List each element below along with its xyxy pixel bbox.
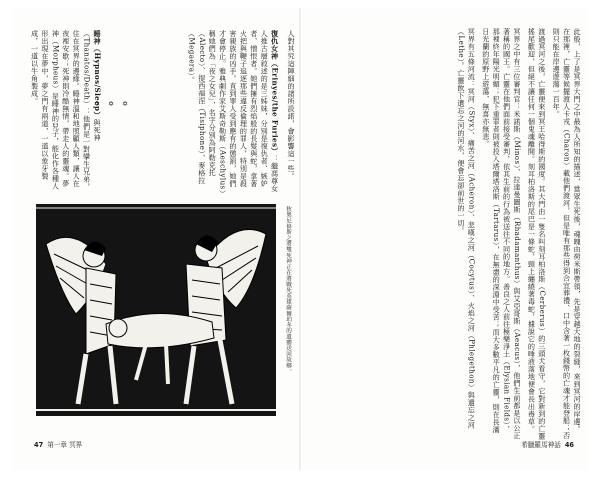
right-paragraph-1-text: 此般，上了是冥界大門之中最為人所知的描述，當眾生死後，魂魄由荷米斯帶領，先是穿越大地的裂縫，來到冥河的岸邊。在那裡，亡靈等候擺渡人卡戎（Charon）載他們渡河，但是唯有那些得到合宜葬禮、口中含著一枚錢幣的亡魂才能登船；否則只能在岸邊遊蕩一百年。 [552, 28, 582, 440]
right-paragraph-1 [551, 28, 582, 440]
furies-heading: 復仇女神（Erinyes/the Furies） [270, 30, 280, 155]
greek-vase-illustration [36, 204, 276, 416]
sleep-death-heading: 睡神（Hypnos/Sleep） [93, 30, 102, 119]
book-gutter [299, 8, 301, 470]
right-paragraph-3 [480, 28, 522, 440]
left-page [12, 8, 298, 470]
right-paragraph-2 [526, 28, 547, 440]
right-paragraph-4 [456, 28, 477, 440]
right-folio [521, 439, 574, 449]
right-page-number: 46 [564, 441, 574, 449]
left-page-lower-text [14, 30, 102, 194]
sleep-death-text: 與死神（Thanatos/Death）：他們是一對攣生兄弟，住在冥界的邊緣。睡神溫和地照顧人類，讓人在夜裡安歇；死神則冷酷無情，帶走人的靈魂。夢神（Morpheus）是睡神的兒子，能化作各種人形出現在夢中，夢之門有兩道，一道以象牙製成，一道以牛角製成。 [30, 30, 102, 191]
vase-painting-image [36, 204, 276, 416]
left-folio [34, 439, 82, 449]
section-divider-stars: ✡ ✡ ✡ [94, 100, 132, 108]
right-paragraph-3-text: 冥界之中有三位審判官：米諾斯（Minos）、拉達曼圖斯（Rhadamanthus）與艾亞哥斯（Aeacus），他們生前都是以公正著稱的國王。亡靈在他們面前接受審判，依其生前的行為被送往不同的地方。善良之人前往極樂淨土（Elysian Fields），那裡終年陽光明媚；犯下重罪者則被投入塔爾塔洛斯（Tartarus），在無盡的深淵中受苦；而大多數平凡的亡靈，則在長滿日光蘭的原野上遊蕩，無喜亦無悲。 [481, 28, 522, 440]
left-paragraph-sleep-death [29, 30, 102, 194]
right-paragraph-2-text: 渡過冥河之後，亡靈便來到冥王哈得斯的國度。其大門由一隻名叫刻耳柏洛斯（Cerberus）的三頭犬看守，它對新到的亡靈搖尾歡迎，但絕不讓任何一個鬼魂離開。刻耳柏洛斯的尾巴是一條蛇，頸上纏繞著毒蛇，據說它的唾液落地便會長出毒草。 [527, 28, 547, 440]
left-page-number: 47 [34, 441, 44, 449]
left-page-upper-text [108, 30, 296, 194]
furies-text: ：繼馮尊女人推古層敘述的是三姊妹，分別是復仇者、嫉妒者、憎恨者。她們擁有烈焰般的長髮與蛇，拿著火把與鞭子追逐那些違反倫理的罪人，特別是殺害親族的凶手。直到罪人受到應有的懲罰，她們才會停止。雅典劇作家艾斯奇勒斯（Aeschylus）稱她們為「夜之女兒」，名字分別為阿勒克托（Alecto）、提西福涅（Tisiphone）、麥格拉（Megaera）。 [187, 30, 280, 194]
left-paragraph-furies [186, 30, 280, 194]
left-running-head: 第一章 冥界 [47, 441, 83, 449]
right-paragraph-4-text: 冥界有五條河流：冥河（Styx）、痛苦之河（Acheron）、悲嘆之河（Cocytus）、火焰之河（Phlegethon）與遺忘之河（Lethe）。亡靈飲下遺忘之河的河水，便會忘卻前世的一切。 [456, 28, 477, 429]
illustration-caption: 狄奧尼修斯之將雙死神正在將戰死英雄薩爾珀冬的遺體送回故鄉。 [285, 206, 291, 375]
right-page [302, 8, 588, 470]
right-running-head: 希臘羅馬神話 [521, 441, 561, 449]
left-paragraph-intro [286, 30, 296, 194]
left-paragraph-intro-text: 人對其究這陣細的諸所設諾，會影響這一些。 [287, 30, 296, 180]
right-page-text [308, 28, 582, 440]
